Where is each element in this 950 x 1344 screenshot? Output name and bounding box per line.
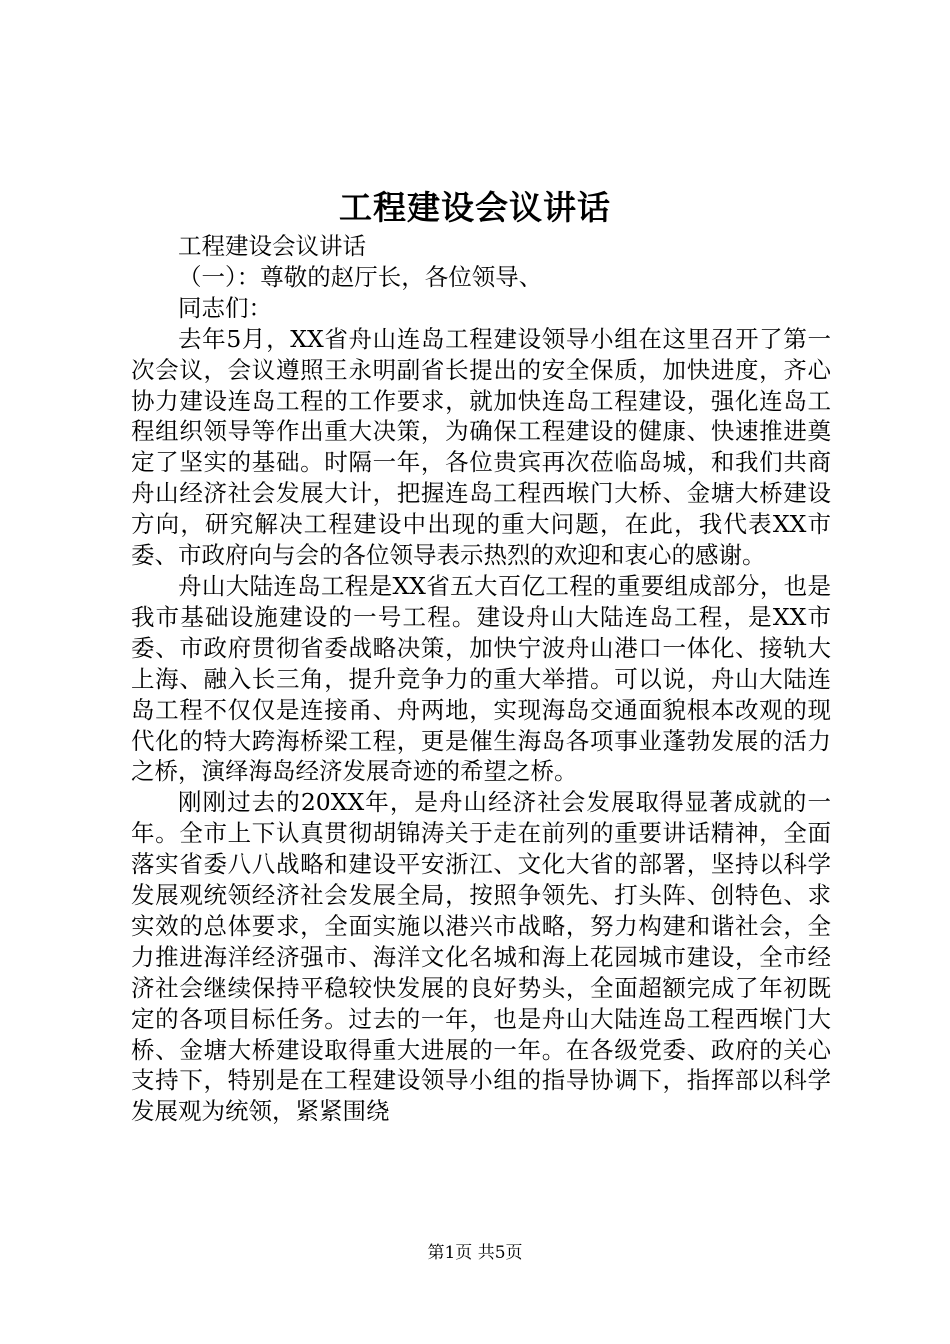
paragraph-body: 刚刚过去的20XX年，是舟山经济社会发展取得显著成就的一年。全市上下认真贯彻胡锦涛关于走在前列的重要讲话精神，全面落实省委八八战略和建设平安浙江、文化大省的部署，坚持以科学发展观统领经济社会发展全局，按照争领先、打头阵、创特色、求实效的总体要求，全面实施以港兴市战略，努力构建和谐社会，全力推进海洋经济强市、海洋文化名城和海上花园城市建设，全市经济社会继续保持平稳较快发展的良好势头，全面超额完成了年初既定的各项目标任务。过去的一年，也是舟山大陆连岛工程西堠门大桥、金塘大桥建设取得重大进展的一年。在各级党委、政府的关心支持下，特别是在工程建设领导小组的指导协调下，指挥部以科学发展观为统领，紧紧围绕: [131, 788, 831, 1126]
paragraph-subtitle: 工程建设会议讲话: [178, 232, 366, 260]
paragraph-salutation-cont: 同志们：: [178, 293, 272, 322]
page-footer: 第1页 共5页: [427, 1243, 523, 1263]
document-body: [131, 231, 831, 1127]
paragraph-body: 去年5月，XX省舟山连岛工程建设领导小组在这里召开了第一次会议，会议遵照王永明副省长提出的安全保质，加快进度，齐心协力建设连岛工程的工作要求，就加快连岛工程建设，强化连岛工程组织领导等作出重大决策，为确保工程建设的健康、快速推进奠定了坚实的基础。时隔一年，各位贵宾再次莅临岛城，和我们共商舟山经济社会发展大计，把握连岛工程西堠门大桥、金塘大桥建设方向，研究解决工程建设中出现的重大问题，在此，我代表XX市委、市政府向与会的各位领导表示热烈的欢迎和衷心的感谢。: [131, 324, 831, 570]
document-title: 工程建设会议讲话: [339, 188, 611, 227]
paragraph-salutation: （一）：尊敬的赵厅长，各位领导、: [178, 262, 543, 291]
paragraph-body: 舟山大陆连岛工程是XX省五大百亿工程的重要组成部分，也是我市基础设施建设的一号工程。建设舟山大陆连岛工程，是XX市委、市政府贯彻省委战略决策，加快宁波舟山港口一体化、接轨大上海、融入长三角，提升竞争力的重大举措。可以说，舟山大陆连岛工程不仅仅是连接甬、舟两地，实现海岛交通面貌根本改观的现代化的特大跨海桥梁工程，更是催生海岛各项事业蓬勃发展的活力之桥，演绎海岛经济发展奇迹的希望之桥。: [131, 571, 831, 786]
